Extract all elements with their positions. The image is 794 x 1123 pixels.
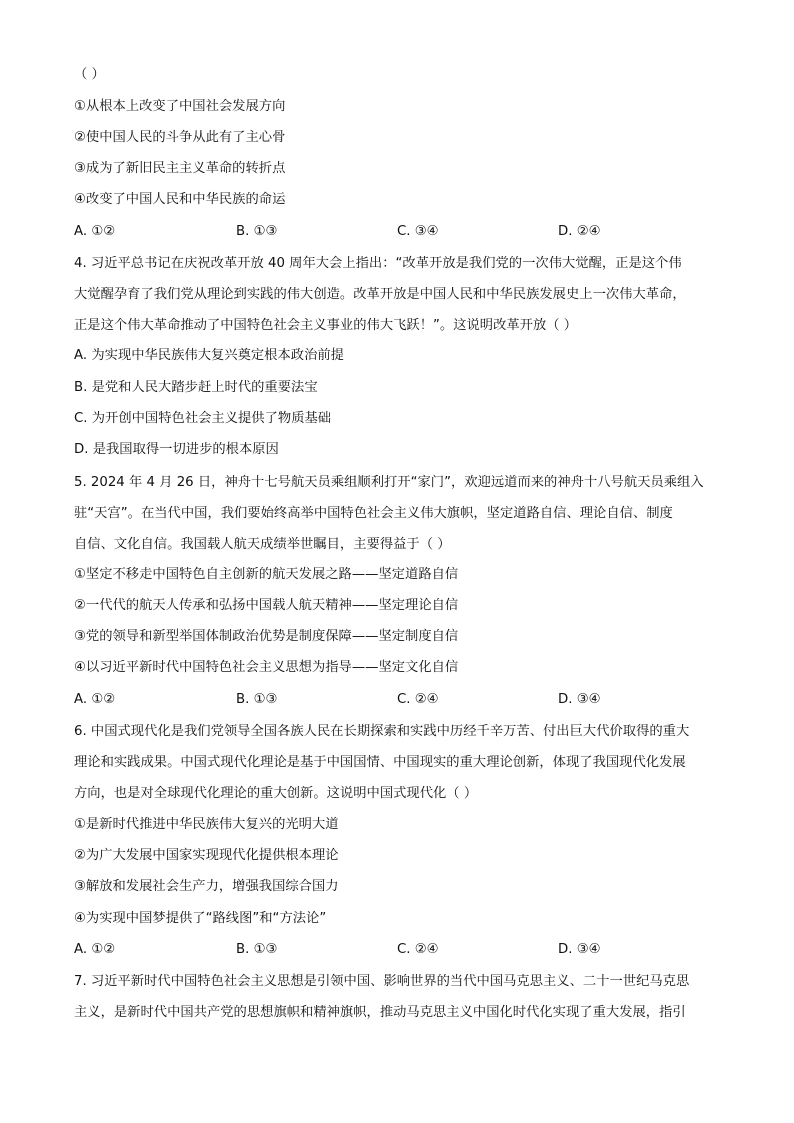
q7-stem-line: 主义，是新时代中国共产党的思想旗帜和精神旗帜，推动马克思主义中国化时代化实现了重大发展，指引 <box>74 1005 686 1020</box>
q4-stem-line: 4. 习近平总书记在庆祝改革开放 40 周年大会上指出：“改革开放是我们党的一次伟大觉醒，正是这个伟 <box>74 256 682 271</box>
q3-option-b: B. ①③ <box>236 224 278 239</box>
q4-stem <box>74 248 724 341</box>
q6-stem-line: 理论和实践成果。中国式现代化理论是基于中国国情、中国现实的重大理论创新，体现了我国现代化发展 <box>74 755 686 770</box>
q3-choice-4: ④改变了中国人民和中华民族的命运 <box>74 192 286 207</box>
q6-stem-line: 方向，也是对全球现代化理论的重大创新。这说明中国式现代化（ ） <box>74 786 478 801</box>
q6-option-a: A. ①② <box>74 942 116 957</box>
q4-option-d: D. 是我国取得一切进步的根本原因 <box>74 442 279 457</box>
q4-stem-line: 正是这个伟大革命推动了中国特色社会主义事业的伟大飞跃！”。这说明改革开放（ ） <box>74 318 578 333</box>
q5-option-d: D. ③④ <box>558 692 601 707</box>
q6-choice-4: ④为实现中国梦提供了“路线图”和“方法论” <box>74 911 327 926</box>
q3-choice-2: ②使中国人民的斗争从此有了主心骨 <box>74 130 286 145</box>
q3-choice-3: ③成为了新旧民主主义革命的转折点 <box>74 161 286 176</box>
q3-option-c: C. ③④ <box>397 224 439 239</box>
q3-answer-paren: （ ） <box>74 67 105 82</box>
q5-stem-line: 驻“天宫”。在当代中国，我们要始终高举中国特色社会主义伟大旗帜，坚定道路自信、理论自信、制度 <box>74 506 673 521</box>
q4-stem-line: 大觉醒孕育了我们党从理论到实践的伟大创造。改革开放是中国人民和中华民族发展史上一次伟大革命， <box>74 287 686 302</box>
q5-choice-2: ②一代代的航天人传承和弘扬中国载人航天精神——坚定理论自信 <box>74 598 459 613</box>
q6-choice-3: ③解放和发展社会生产力，增强我国综合国力 <box>74 879 339 894</box>
q6-choice-2: ②为广大发展中国家实现现代化提供根本理论 <box>74 848 339 863</box>
q5-stem-line: 5. 2024 年 4 月 26 日，神舟十七号航天员乘组顺利打开“家门”，欢迎远道而来的神舟十八号航天员乘组入 <box>74 475 704 490</box>
q6-choice-1: ①是新时代推进中华民族伟大复兴的光明大道 <box>74 817 339 832</box>
q7-stem-line: 7. 习近平新时代中国特色社会主义思想是引领中国、影响世界的当代中国马克思主义、二十一世纪马克思 <box>74 974 690 989</box>
q5-choice-1: ①坚定不移走中国特色自主创新的航天发展之路——坚定道路自信 <box>74 567 459 582</box>
q4-option-c: C. 为开创中国特色社会主义提供了物质基础 <box>74 411 332 426</box>
q5-choice-3: ③党的领导和新型举国体制政治优势是制度保障——坚定制度自信 <box>74 629 459 644</box>
q6-option-b: B. ①③ <box>236 942 278 957</box>
q7-stem <box>74 966 724 1028</box>
q4-option-a: A. 为实现中华民族伟大复兴奠定根本政治前提 <box>74 348 344 363</box>
q6-stem <box>74 716 724 809</box>
q5-choice-4: ④以习近平新时代中国特色社会主义思想为指导——坚定文化自信 <box>74 660 459 675</box>
q5-option-b: B. ①③ <box>236 692 278 707</box>
q3-choice-1: ①从根本上改变了中国社会发展方向 <box>74 99 286 114</box>
q4-option-b: B. 是党和人民大踏步赶上时代的重要法宝 <box>74 380 318 395</box>
q3-option-d: D. ②④ <box>558 224 601 239</box>
q6-stem-line: 6. 中国式现代化是我们党领导全国各族人民在长期探索和实践中历经千辛万苦、付出巨大代价取得的重大 <box>74 724 690 739</box>
q5-stem <box>74 467 724 560</box>
q5-option-c: C. ②④ <box>397 692 439 707</box>
q6-option-d: D. ③④ <box>558 942 601 957</box>
q5-option-a: A. ①② <box>74 692 116 707</box>
q6-option-c: C. ②④ <box>397 942 439 957</box>
q5-stem-line: 自信、文化自信。我国载人航天成绩举世瞩目，主要得益于（ ） <box>74 537 451 552</box>
q3-option-a: A. ①② <box>74 224 116 239</box>
